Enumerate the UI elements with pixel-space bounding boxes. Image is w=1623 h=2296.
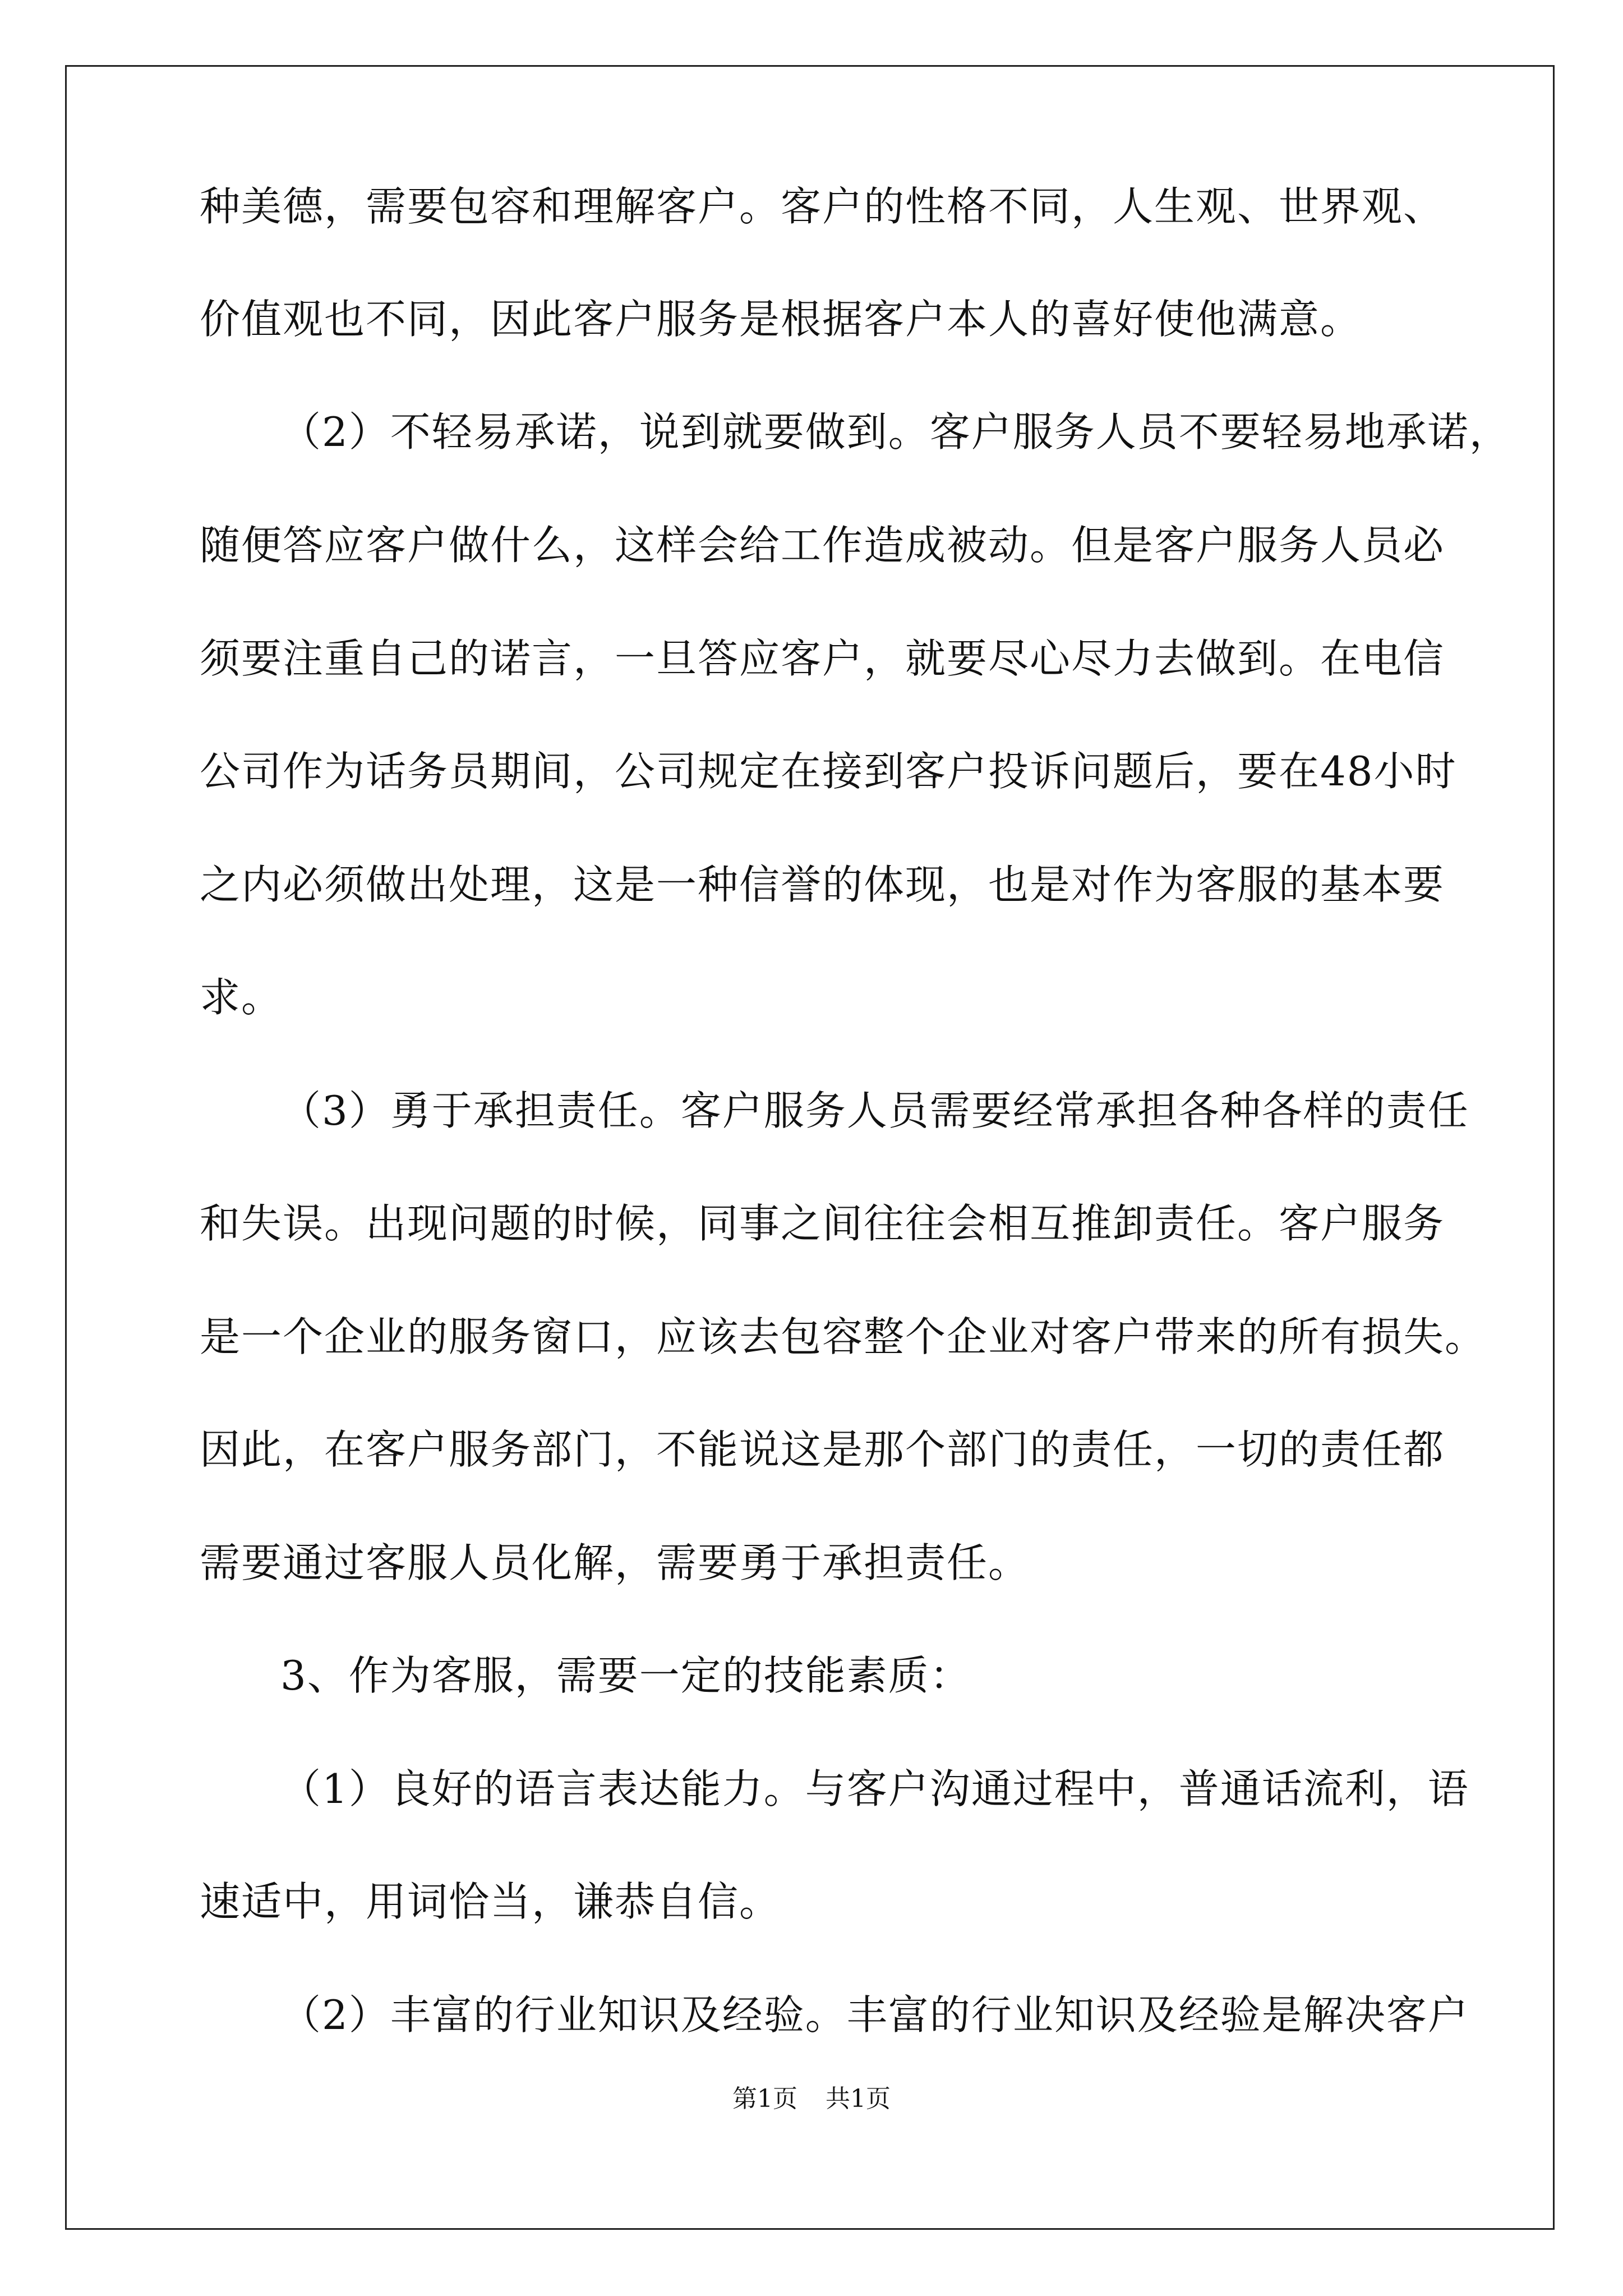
section-heading: 3、作为客服，需要一定的技能素质：	[280, 1652, 971, 1699]
paragraph-line: 因此，在客户服务部门，不能说这是那个部门的责任，一切的责任都	[200, 1426, 1445, 1473]
paragraph-line: 种美德，需要包容和理解客户。客户的性格不同，人生观、世界观、	[200, 183, 1445, 230]
paragraph-line: 价值观也不同，因此客户服务是根据客户本人的喜好使他满意。	[200, 296, 1362, 343]
page-number: 第1页	[732, 2085, 797, 2113]
paragraph-line: 需要通过客服人员化解，需要勇于承担责任。	[200, 1539, 1030, 1586]
paragraph-line: 求。	[200, 974, 283, 1021]
page-footer	[0, 2082, 1623, 2116]
paragraph-line: （2）丰富的行业知识及经验。丰富的行业知识及经验是解决客户	[280, 1991, 1469, 2039]
paragraph-line: （3）勇于承担责任。客户服务人员需要经常承担各种各样的责任	[280, 1087, 1469, 1134]
page-total: 共1页	[826, 2085, 891, 2113]
paragraph-line: 速适中，用词恰当，谦恭自信。	[200, 1878, 781, 1925]
paragraph-line: （2）不轻易承诺，说到就要做到。客户服务人员不要轻易地承诺，	[280, 408, 1511, 455]
paragraph-line: （1）良好的语言表达能力。与客户沟通过程中，普通话流利，语	[280, 1765, 1469, 1812]
paragraph-line: 是一个企业的服务窗口，应该去包容整个企业对客户带来的所有损失。	[200, 1313, 1487, 1360]
paragraph-line: 之内必须做出处理，这是一种信誉的体现，也是对作为客服的基本要	[200, 861, 1445, 908]
paragraph-line: 和失误。出现问题的时候，同事之间往往会相互推卸责任。客户服务	[200, 1200, 1445, 1247]
paragraph-line: 公司作为话务员期间，公司规定在接到客户投诉问题后，要在48小时	[200, 748, 1457, 795]
paragraph-line: 须要注重自己的诺言，一旦答应客户，就要尽心尽力去做到。在电信	[200, 635, 1445, 682]
paragraph-line: 随便答应客户做什么，这样会给工作造成被动。但是客户服务人员必	[200, 522, 1445, 569]
